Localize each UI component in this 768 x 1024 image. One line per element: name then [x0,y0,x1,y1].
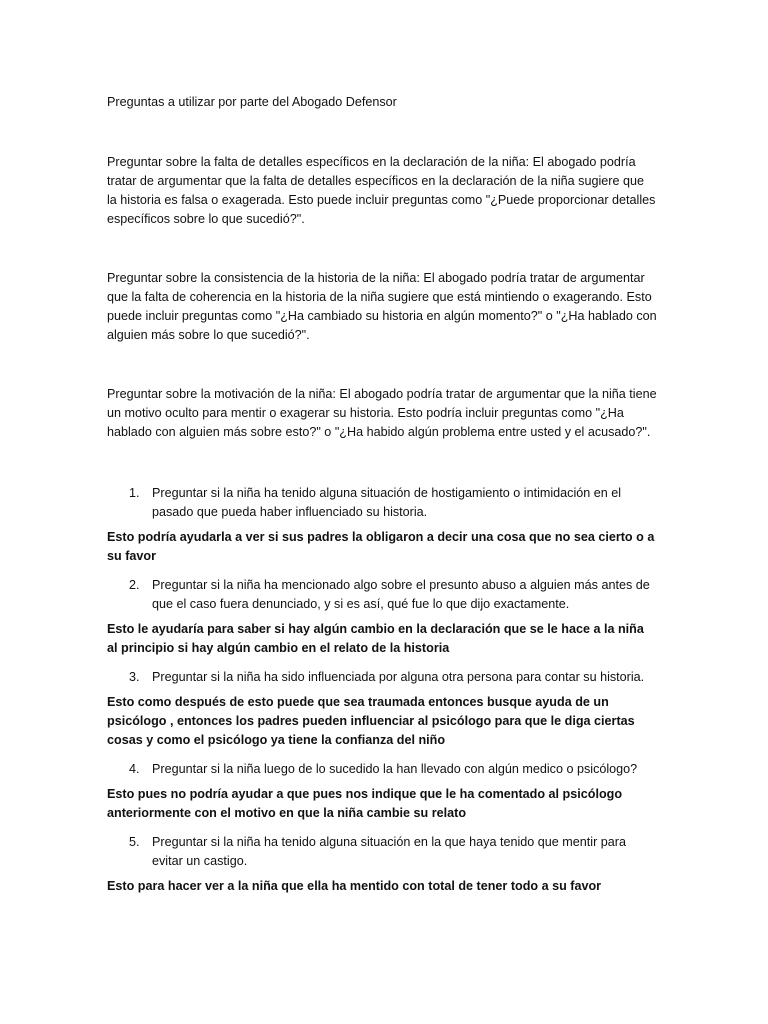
list-number: 3. [129,670,140,684]
list-item [107,576,657,614]
list-item-note: Esto pues no podría ayudar a que pues nos indique que le ha comentado al psicólogo anteriormente con el motivo en que la niña cambie su relato [107,787,623,820]
list-number: 2. [129,578,140,592]
list-item-text: Preguntar si la niña luego de lo sucedido la han llevado con algún medico o psicólogo? [152,762,638,776]
list-item-text: Preguntar si la niña ha tenido alguna situación de hostigamiento o intimidación en el pasado que pueda haber influenciado su historia. [152,486,622,519]
list-item-text: Preguntar si la niña ha mencionado algo sobre el presunto abuso a alguien más antes de que el caso fuera denunciado, y si es así, qué fue lo que dijo exactamente. [152,578,650,611]
list-item-note: Esto podría ayudarla a ver si sus padres la obligaron a decir una cosa que no sea cierto o a su favor [107,530,655,563]
list-item-note: Esto le ayudaría para saber si hay algún cambio en la declaración que se le hace a la niña al principio si hay algún cambio en el relato de la historia [107,622,644,655]
list-number: 5. [129,835,140,849]
paragraph-consistency: Preguntar sobre la consistencia de la historia de la niña: El abogado podría tratar de argumentar que la falta de coherencia en la historia de la niña sugiere que está mintiendo o exagerando. Esto puede incluir preguntas como "¿Ha cambiado su historia en algún momento?" o "¿Ha hablado con alguien más sobre lo que sucedió?". [107,271,657,342]
list-item [107,668,657,687]
list-number: 1. [129,486,140,500]
paragraph-motivation: Preguntar sobre la motivación de la niña: El abogado podría tratar de argumentar que la niña tiene un motivo oculto para mentir o exagerar su historia. Esto podría incluir preguntas como "¿Ha hablado con alguien más sobre esto?" o "¿Ha habido algún problema entre usted y el acusado?". [107,387,657,439]
paragraph-details: Preguntar sobre la falta de detalles específicos en la declaración de la niña: El abogado podría tratar de argumentar que la falta de detalles específicos en la declaración de la niña sugiere que la historia es falsa o exagerada. Esto puede incluir preguntas como "¿Puede proporcionar detalles específicos sobre lo que sucedió?". [107,155,656,226]
list-item [107,484,657,522]
list-item [107,760,657,779]
document-title: Preguntas a utilizar por parte del Abogado Defensor [107,95,397,109]
list-item [107,833,657,871]
list-item-note: Esto para hacer ver a la niña que ella ha mentido con total de tener todo a su favor [107,879,602,893]
list-item-note: Esto como después de esto puede que sea traumada entonces busque ayuda de un psicólogo , entonces los padres pueden influenciar al psicólogo para que le diga ciertas cosas y como el psicólogo ya tiene la confianza del niño [107,695,635,747]
list-item-text: Preguntar si la niña ha tenido alguna situación en la que haya tenido que mentir para evitar un castigo. [152,835,626,868]
list-item-text: Preguntar si la niña ha sido influenciada por alguna otra persona para contar su historia. [152,670,645,684]
list-number: 4. [129,762,140,776]
document-body [107,93,657,906]
